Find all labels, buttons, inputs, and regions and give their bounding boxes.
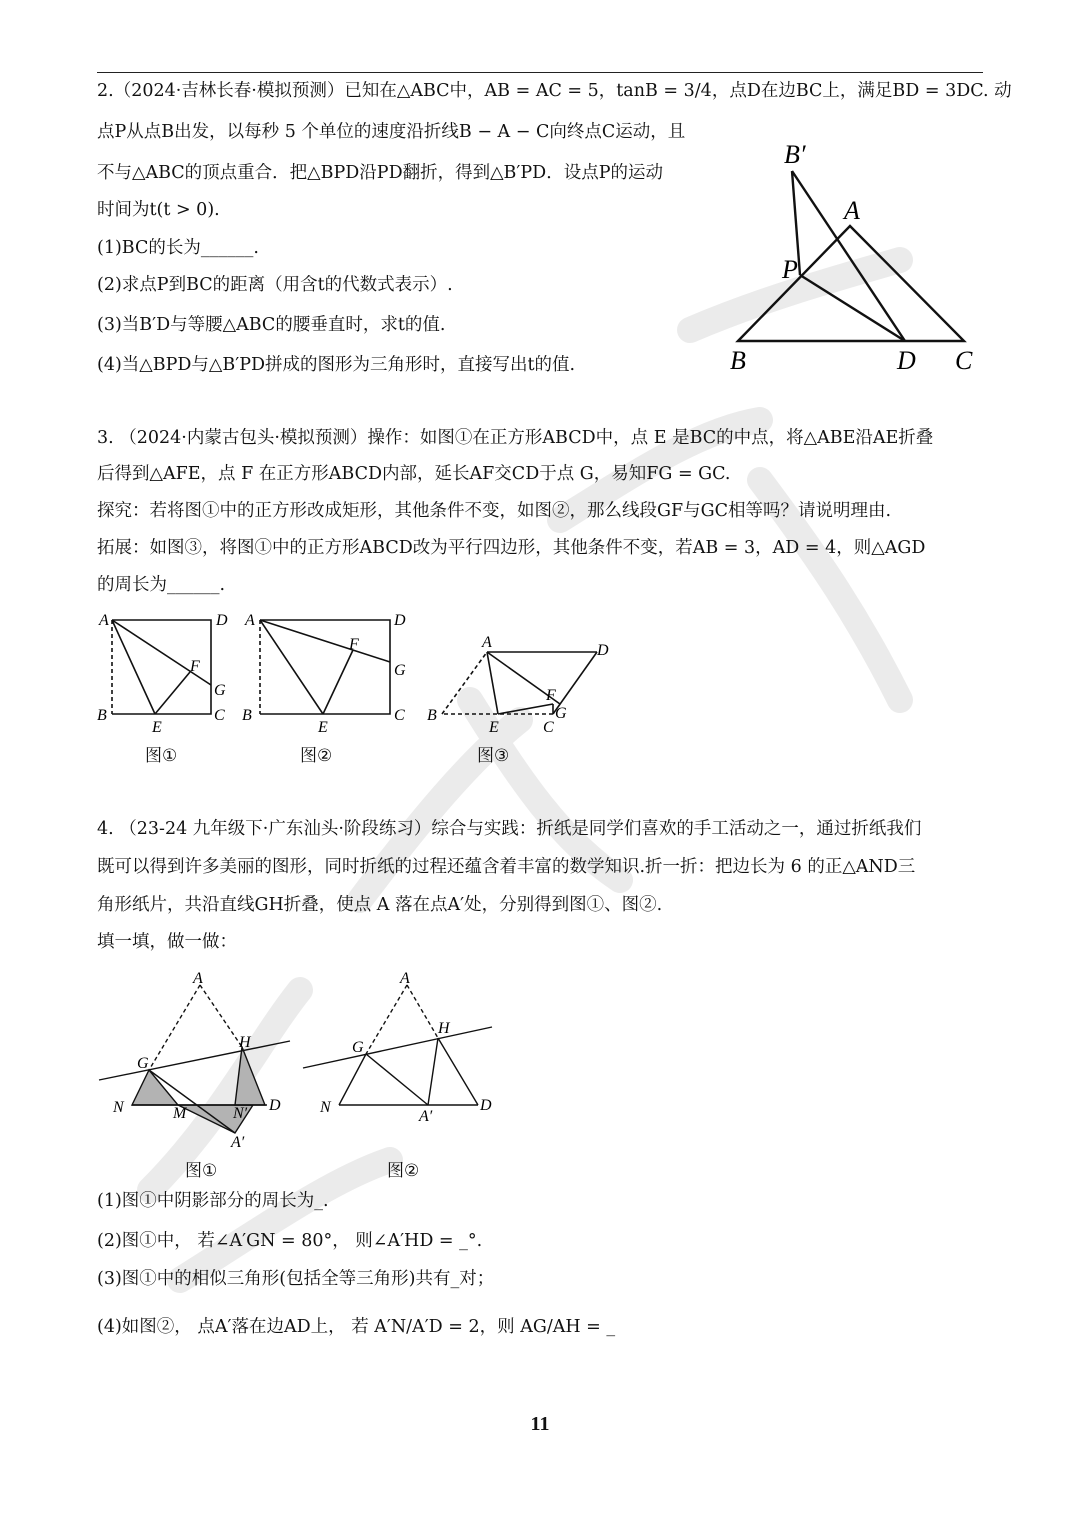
f3-label-e: E — [489, 719, 499, 736]
q4f1-label-g: G — [137, 1055, 149, 1072]
q4-question-1: (1)图①中阴影部分的周长为_. — [97, 1191, 329, 1211]
q4f1-label-a-prime: A′ — [231, 1134, 245, 1151]
q2-figure — [720, 135, 990, 385]
label-b-prime: B′ — [784, 140, 806, 169]
q4f1-label-m: M — [173, 1105, 187, 1122]
q4f2-label-a: A — [400, 970, 410, 987]
f1-label-c: C — [214, 707, 225, 724]
q3-line-4: 拓展：如图③，将图①中的正方形ABCD改为平行四边形，其他条件不变，若AB = 3，AD = 4，则△AGD — [97, 538, 926, 558]
q4f2-label-a-prime: A′ — [419, 1108, 433, 1125]
q2-part-1: (1)BC的长为______. — [97, 238, 259, 258]
segment-p-d — [800, 275, 905, 341]
q3-caption-1: 图① — [145, 746, 178, 766]
f3-label-b: B — [427, 707, 437, 724]
label-a: A — [844, 196, 860, 225]
f1-label-a: A — [99, 612, 109, 629]
q2-line-3: 不与△ABC的顶点重合．把△BPD沿PD翻折，得到△B′PD．设点P的运动 — [97, 163, 663, 183]
q2-line-1: 2.（2024·吉林长春·模拟预测）已知在△ABC中，AB = AC = 5，tanB = 3/4，点D在边BC上，满足BD = 3DC. 动 — [97, 81, 1012, 101]
q4-question-2: (2)图①中， 若∠A′GN = 80°， 则∠A′HD = _°. — [97, 1231, 483, 1251]
shade-right — [235, 1047, 265, 1105]
f2-label-g: G — [394, 662, 406, 679]
f3-label-f: F — [546, 687, 556, 704]
f2-label-c: C — [394, 707, 405, 724]
f2-label-a: A — [245, 612, 255, 629]
f1-label-f: F — [190, 658, 200, 675]
label-b: B — [730, 346, 746, 375]
q4-figure-1 — [95, 965, 295, 1155]
f3-label-g: G — [555, 705, 567, 722]
f1-label-d: D — [216, 612, 228, 629]
q4-question-4: (4)如图②， 点A′落在边AD上， 若 A′N/A′D = 2，则 AG/AH = _ — [97, 1317, 616, 1337]
f2-label-f: F — [349, 636, 359, 653]
q3-line-1: 3. （2024·内蒙古包头·模拟预测）操作：如图①在正方形ABCD中，点 E 是BC的中点，将△ABE沿AE折叠 — [97, 428, 934, 448]
q2-part-3: (3)当B′D与等腰△ABC的腰垂直时，求t的值. — [97, 315, 446, 335]
q3-caption-3: 图③ — [477, 746, 510, 766]
label-p: P — [782, 255, 798, 284]
q4-line-4: 填一填，做一做： — [97, 932, 237, 952]
q3-figure-3 — [425, 630, 620, 735]
label-d: D — [897, 346, 916, 375]
q4f1-label-a: A — [193, 970, 203, 987]
f3-label-c: C — [543, 719, 554, 736]
q2-part-4: (4)当△BPD与△B′PD拼成的图形为三角形时，直接写出t的值. — [97, 355, 576, 375]
triangle-abc — [738, 226, 964, 341]
q4-figure-2 — [300, 965, 500, 1155]
q4f1-label-h: H — [239, 1034, 251, 1051]
f1-label-b: B — [97, 707, 107, 724]
q2-line-2: 点P从点B出发，以每秒 5 个单位的速度沿折线B − A − C向终点C运动，且 — [97, 122, 686, 142]
q4-line-1: 4. （23-24 九年级下·广东汕头·阶段练习）综合与实践：折纸是同学们喜欢的手工活动之一，通过折纸我们 — [97, 819, 922, 839]
q4-line-2: 既可以得到许多美丽的图形，同时折纸的过程还蕴含着丰富的数学知识.折一折：把边长为 6 的正△AND三 — [97, 857, 916, 877]
f1-label-g: G — [214, 682, 226, 699]
f3-label-d: D — [597, 642, 609, 659]
f2-label-b: B — [242, 707, 252, 724]
f1-label-e: E — [152, 719, 162, 736]
q4-question-3: (3)图①中的相似三角形(包括全等三角形)共有_对； — [97, 1269, 495, 1289]
q4f1-label-n-prime: N′ — [233, 1105, 248, 1122]
q4f2-label-h: H — [438, 1020, 450, 1037]
q4-line-3: 角形纸片，共沿直线GH折叠，使点 A 落在点A′处，分别得到图①、图②. — [97, 895, 663, 915]
q4f1-label-n: N — [113, 1099, 124, 1116]
q4f1-label-d: D — [269, 1097, 281, 1114]
q2-part-2: (2)求点P到BC的距离（用含t的代数式表示）. — [97, 275, 453, 295]
q4-caption-2: 图② — [387, 1161, 420, 1181]
q4f2-label-n: N — [320, 1099, 331, 1116]
top-rule — [97, 72, 983, 73]
q3-figure-2 — [240, 605, 415, 735]
q2-line-4: 时间为t(t > 0). — [97, 200, 220, 220]
q4f2-label-g: G — [352, 1039, 364, 1056]
page-number: 11 — [530, 1413, 550, 1435]
q4-caption-1: 图① — [185, 1161, 218, 1181]
q3-caption-2: 图② — [300, 746, 333, 766]
f3-label-a: A — [482, 634, 492, 651]
q3-line-5: 的周长为______. — [97, 575, 226, 595]
q4f2-label-d: D — [480, 1097, 492, 1114]
q3-line-2: 后得到△AFE，点 F 在正方形ABCD内部，延长AF交CD于点 G，易知FG = GC. — [97, 464, 731, 484]
q3-figure-1 — [95, 605, 235, 735]
q3-line-3: 探究：若将图①中的正方形改成矩形，其他条件不变，如图②，那么线段GF与GC相等吗？请说明理由. — [97, 501, 892, 521]
f2-label-e: E — [318, 719, 328, 736]
f2-label-d: D — [394, 612, 406, 629]
label-c: C — [955, 346, 973, 375]
